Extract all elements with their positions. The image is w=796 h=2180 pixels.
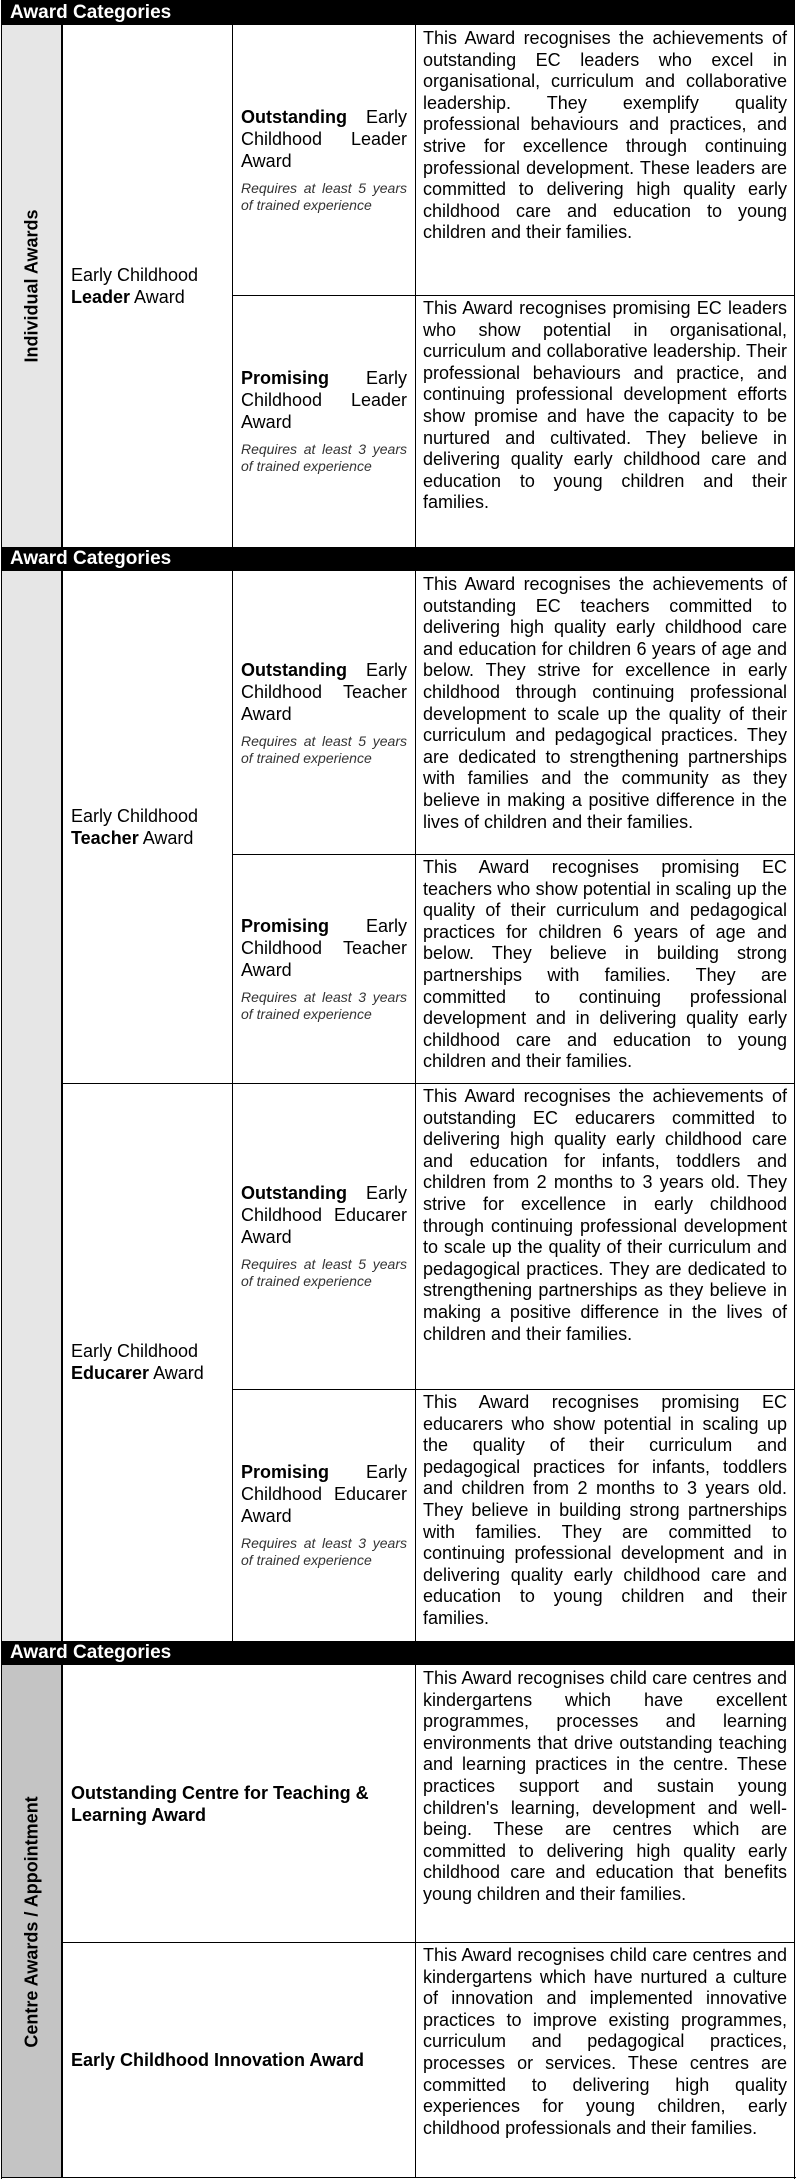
category-name-suffix: Award xyxy=(142,828,194,848)
award-requirement: Requires at least 3 years of trained experience xyxy=(241,988,407,1022)
section-header-label: Award Categories xyxy=(10,1642,172,1663)
divider xyxy=(232,854,795,855)
award-promising-educarer xyxy=(232,1389,415,1641)
award-name: Early Childhood Educarer Award xyxy=(241,1462,407,1526)
award-requirement: Requires at least 5 years of trained experience xyxy=(241,180,407,213)
table-border-bottom xyxy=(1,2177,796,2178)
category-name-keyword: Teacher xyxy=(71,828,139,848)
group-bar-individual xyxy=(1,25,62,547)
divider xyxy=(415,25,416,547)
section-header-label: Award Categories xyxy=(10,2,172,23)
divider xyxy=(232,25,233,547)
category-name-keyword: Leader xyxy=(71,287,131,307)
award-description: This Award recognises child care centres and kindergartens which have nurtured a culture of innovation and implemented innovative practices to improve existing programmes, curriculum and pedagogical practices, processes or services. These centres are committed to delivering high quality experiences for young children, early childhood professionals and their families. xyxy=(423,1945,787,2138)
divider xyxy=(232,571,233,1641)
award-name: Early Childhood Teacher Award xyxy=(241,915,407,980)
divider xyxy=(232,295,795,296)
award-level: Outstanding xyxy=(241,107,347,127)
award-description: This Award recognises the achievements of outstanding EC teachers committed to delivering high quality early childhood care and education for children 6 years of age and below. They strive for excellence in early childhood through continuing professional development to scale up the quality of their curriculum and pedagogical practices. They are dedicated to strengthening partnerships with families and the community as they believe in making a positive difference in the lives of children and their families. xyxy=(423,574,787,832)
divider xyxy=(415,571,416,1641)
award-level: Outstanding xyxy=(241,1183,347,1203)
category-name-prefix: Early Childhood xyxy=(71,265,199,285)
award-level: Promising xyxy=(241,915,330,936)
section-header xyxy=(1,1641,795,1665)
table-border-left xyxy=(1,25,2,2179)
award-description: This Award recognises child care centres and kindergartens which have excellent programmes, processes and learning environments that drive outstanding teaching and learning practices in the centre. These practices support and sustain young children's learning, development and well-being. These are centres which are committed to delivering high quality early childhood care and education that benefits young children and their families. xyxy=(423,1668,787,1904)
divider xyxy=(62,571,63,1641)
award-description: This Award recognises promising EC leaders who show potential in organisational, curriculum and collaborative leadership. Their professional behaviours and practice, and continuing professional development efforts show promise and have the capacity to be nurtured and cultivated. They believe in delivering quality early childhood care and education to young children and their families. xyxy=(423,298,787,513)
award-description: This Award recognises the achievements of outstanding EC leaders who excel in organisational, curriculum and collaborative leadership. They exemplify quality professional behaviours and practices, and strive for excellence through continuing professional development. These leaders are committed to delivering high quality early childhood care and education to young children and their families. xyxy=(423,28,787,243)
award-outstanding-teacher xyxy=(232,571,415,854)
category-teacher xyxy=(62,571,232,1083)
divider xyxy=(232,1389,795,1390)
award-name: Early Childhood Leader Award xyxy=(241,368,407,432)
centre-award-innovation xyxy=(62,1942,415,2178)
award-description: This Award recognises the achievements of outstanding EC educarers committed to delivering high quality early childhood care and education for infants, toddlers and children from 2 months to 3 years old. They strive for excellence in early childhood through continuing professional development to scale up the quality of their curriculum and pedagogical practices. They are dedicated to strengthening partnerships as they believe in making a positive difference in the lives of children and their families. xyxy=(423,1086,787,1344)
award-promising-leader xyxy=(232,295,415,547)
divider xyxy=(62,1665,63,2178)
divider xyxy=(62,1083,795,1084)
category-leader xyxy=(62,25,232,547)
award-name: Early Childhood Educarer Award xyxy=(241,1183,407,1247)
award-description: This Award recognises promising EC teachers who show potential in scaling up the quality of their curriculum and pedagogical practices for children 6 years of age and below. They believe in building strong partnerships with families. They are committed to continuing professional development and in delivering quality early childhood care and education to young children and their families. xyxy=(423,857,787,1072)
award-name: Early Childhood Teacher Award xyxy=(241,659,407,724)
group-label-individual: Individual Awards xyxy=(21,209,41,363)
divider xyxy=(62,25,63,547)
award-requirement: Requires at least 3 years of trained experience xyxy=(241,441,407,474)
category-name-prefix: Early Childhood xyxy=(71,806,199,826)
award-level: Promising xyxy=(241,368,330,388)
section-header-label: Award Categories xyxy=(10,548,172,569)
category-name-suffix: Award xyxy=(134,287,185,307)
category-educarer xyxy=(62,1083,232,1641)
award-name: Early Childhood Leader Award xyxy=(241,107,407,171)
group-bar-centre xyxy=(1,1665,62,2178)
award-level: Promising xyxy=(241,1462,330,1482)
category-name-suffix: Award xyxy=(153,1363,204,1383)
group-label-centre: Centre Awards / Appointment xyxy=(21,1795,41,2048)
award-outstanding-educarer xyxy=(232,1083,415,1389)
divider xyxy=(415,1665,416,2178)
category-name-keyword: Educarer xyxy=(71,1363,150,1383)
centre-award-name: Outstanding Centre for Teaching & Learning Award xyxy=(71,1782,369,1825)
award-level: Outstanding xyxy=(241,659,347,680)
divider xyxy=(62,1942,795,1943)
award-promising-teacher xyxy=(232,854,415,1083)
centre-award-name: Early Childhood Innovation Award xyxy=(71,2050,365,2070)
award-requirement: Requires at least 5 years of trained experience xyxy=(241,732,407,766)
group-bar-individual-continued xyxy=(1,571,62,1641)
award-outstanding-leader xyxy=(232,25,415,295)
award-requirement: Requires at least 5 years of trained experience xyxy=(241,1256,407,1289)
award-description: This Award recognises promising EC educarers who show potential in scaling up the quality of their curriculum and pedagogical practices for infants, toddlers and children from 2 months to 3 years old. They believe in building strong partnerships with families. They are committed to continuing professional development and in delivering quality early childhood care and education to young children and their families. xyxy=(423,1392,787,1628)
centre-award-teaching-learning xyxy=(62,1665,415,1942)
section-header xyxy=(1,0,795,25)
section-header xyxy=(1,547,795,571)
category-name-prefix: Early Childhood xyxy=(71,1341,199,1361)
award-requirement: Requires at least 3 years of trained experience xyxy=(241,1535,407,1568)
table-border-right xyxy=(794,25,795,2179)
